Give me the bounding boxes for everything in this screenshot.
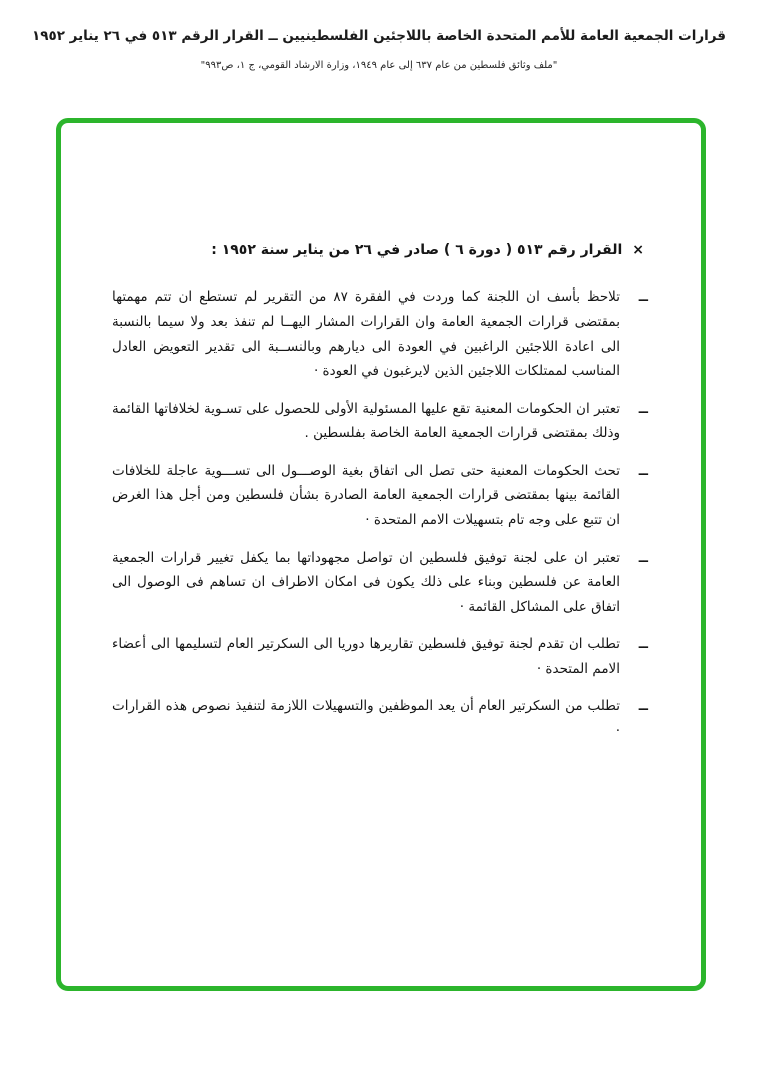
dash-bullet: ــ [638, 549, 648, 566]
resolution-paragraph [112, 459, 650, 533]
resolution-paragraph [112, 694, 650, 743]
x-marker: × [632, 242, 644, 258]
paragraph-text: تطلب ان تقدم لجنة توفيق فلسطين تقاريرها دوريا الى السكرتير العام لتسليمها الى أعضاء الامم المتحدة · [112, 636, 620, 677]
resolution-paragraph [112, 397, 650, 446]
resolution-paragraph [112, 546, 650, 620]
page-title: قرارات الجمعية العامة للأمم المتحدة الخاصة باللاجئين الفلسطينيين ــ القرار الرقم ٥١٣ في ٢٦ يناير ١٩٥٢ [32, 28, 726, 44]
source-citation: "ملف وثائق فلسطين من عام ٦٣٧ إلى عام ١٩٤٩، وزارة الارشاد القومي، ج ١، ص٩٩٣" [200, 59, 558, 71]
dash-bullet: ــ [638, 636, 648, 653]
resolution-title-row [112, 238, 650, 263]
resolution-paragraph [112, 632, 650, 681]
paragraph-text: تحث الحكومات المعنية حتى تصل الى اتفاق بغية الوصـــول الى تســـوية عاجلة للخلافات القائمة بينها بمقتضى قرارات الجمعية العامة الصادرة بشأن فلسطين ومن أجل هذا الغرض ان تتبع على وجه تام بتسهيلات الامم المتحدة · [112, 462, 620, 528]
dash-bullet: ــ [638, 698, 648, 715]
resolution-paragraph [112, 285, 650, 383]
paragraph-text: تعتبر ان الحكومات المعنية تقع عليها المسئولية الأولى للحصول على تسـوية لخلافاتها القائمة وذلك بمقتضى قرارات الجمعية العامة الخاصة بفلسطين . [112, 400, 620, 442]
dash-bullet: ــ [638, 289, 648, 306]
dash-bullet: ــ [638, 462, 648, 479]
document-frame [56, 118, 706, 991]
resolution-title: القرار رقم ٥١٣ ( دورة ٦ ) صادر في ٢٦ من يناير سنة ١٩٥٢ : [211, 242, 623, 258]
scanned-document [61, 123, 701, 743]
paragraph-text: تلاحظ بأسف ان اللجنة كما وردت في الفقرة ٨٧ من التقرير لم تستطع ان تتم مهمتها بمقتضى قرارات الجمعية العامة وان القرارات المشار اليهــا لم تنفذ بعد ولا سيما بالنسبة الى اعادة اللاجئين الراغبين في العودة الى ديارهم وبالنســبة الى تقدير التعويض العادل المناسب لممتلكات اللاجئين الذين لايرغبون في العودة · [112, 289, 620, 380]
dash-bullet: ــ [638, 400, 648, 417]
page-header [0, 26, 758, 71]
paragraph-text: تطلب من السكرتير العام أن يعد الموظفين والتسهيلات اللازمة لتنفيذ نصوص هذه القرارات · [112, 698, 620, 739]
paragraph-text: تعتبر ان على لجنة توفيق فلسطين ان تواصل مجهوداتها بما يكفل تغيير قرارات الجمعية العامة عن فلسطين وبناء على ذلك يكون فى امكان الاطراف ان تساهم فى الوصول الى اتفاق على المشاكل القائمة · [112, 549, 620, 615]
